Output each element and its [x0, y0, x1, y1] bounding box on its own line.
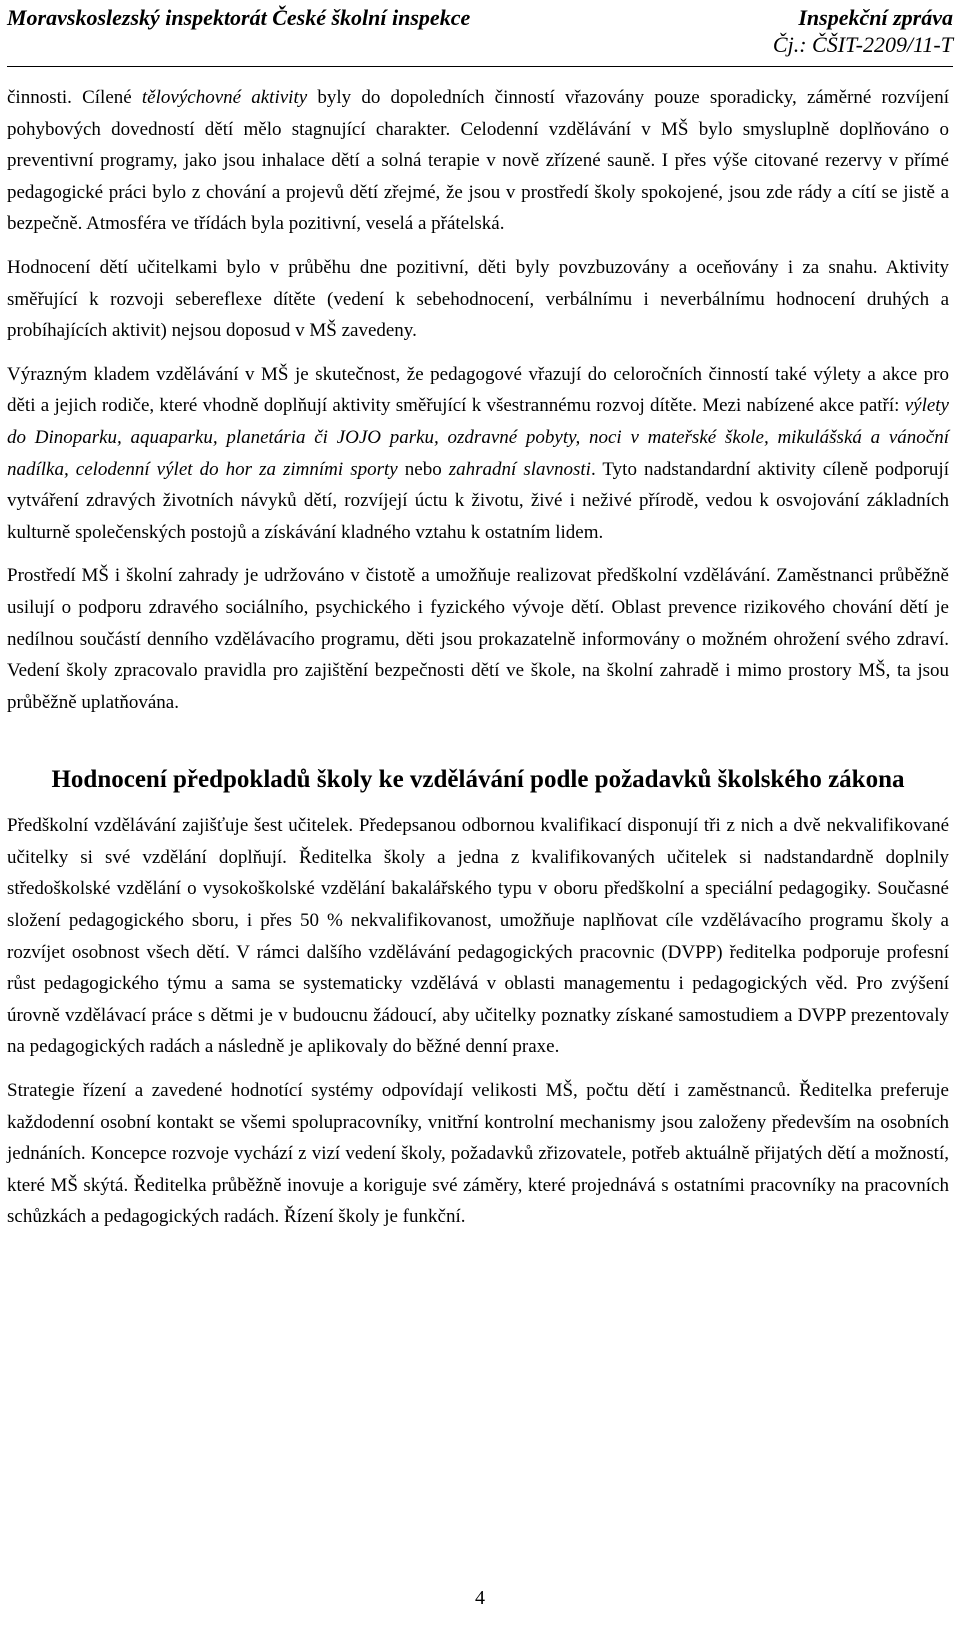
paragraph-staff-qualification: Předškolní vzdělávání zajišťuje šest učitelek. Předepsanou odbornou kvalifikací disponují tři z nich a dvě nekvalifikované učitelky si své vzdělání doplňují. Ředitelka školy a jedna z kvalifikovaných učitelek si nadstandardně doplnily středoškolské vzdělání o vysokoškolské vzdělání bakalářského typu v oboru předškolní a speciální pedagogiky. Současné složení pedagogického sboru, i přes 50 % nekvalifikovanost, umožňuje naplňovat cíle vzdělávacího programu školy a rozvíjet osobnost všech dětí. V rámci dalšího vzdělávání pedagogických pracovnic (DVPP) ředitelka podporuje profesní růst pedagogického týmu a sama se systematicky vzdělává v oblasti managementu i pedagogických věd. Pro zvýšení úrovně vzdělávací práce s dětmi je v budoucnu žádoucí, aby učitelky poznatky získané samostudiem a DVPP prezentovaly na pedagogických radách a následně je aplikovaly do běžné denní praxe. [7, 815, 949, 1058]
paragraph-text: byly do dopoledních činností vřazovány pouze sporadicky, záměrné rozvíjení pohybových dovedností dětí mělo stagnující charakter. Celodenní vzdělávání v MŠ bylo smysluplně doplňováno o preventivní programy, jako jsou inhalace dětí a solná terapie v nově zřízené sauně. I přes výše citované rezervy v přímé pedagogické práci bylo z chování a projevů dětí zřejmé, že jsou v prostředí školy spokojené, jsou zde rády a cítí se jistě a bezpečně. Atmosféra ve třídách byla pozitivní, veselá a přátelská. [7, 87, 950, 235]
header-institution: Moravskoslezský inspektorát České školní inspekce [7, 5, 471, 30]
paragraph-text: nebo [397, 458, 449, 480]
paragraph-text: činnosti. Cílené [7, 87, 142, 108]
paragraph-text: Výrazným kladem vzdělávání v MŠ je skutečnost, že pedagogové vřazují do celoročních činností také výlety a akce pro děti a jejich rodiče, které vhodně doplňují aktivity směřující k všestrannému rozvoj dítěte. Mezi nabízené akce patří: [7, 363, 949, 417]
paragraph-emphasis: výlety do Dinoparku, aquaparku, planetária či JOJO parku, ozdravné pobyty, noci v mateřské škole, mikulášská a vánoční nadílka, celodenní výlet do hor za zimními sporty [7, 395, 949, 480]
paragraph-emphasis: tělovýchovné aktivity [141, 87, 308, 108]
paragraph-physical-activities [7, 82, 949, 240]
header-report-title: Inspekční zpráva [798, 5, 953, 30]
header-report-info [773, 4, 953, 58]
page-number: 4 [475, 1587, 485, 1609]
paragraph-text: . Tyto nadstandardní aktivity cíleně podporují vytváření zdravých životních návyků dětí, rozvíjejí úctu k životu, živé i neživé přírodě, vedou k osvojování základních kulturně společenských postojů a získávání kladného vztahu k ostatním lidem. [7, 458, 949, 543]
paragraph-safety: Prostředí MŠ i školní zahrady je udržováno v čistotě a umožňuje realizovat předškolní vzdělávání. Zaměstnanci průběžně usilují o podporu zdravého sociálního, psychického i fyzického vývoje dětí. Oblast prevence rizikového chování dětí je nedílnou součástí denního vzdělávacího programu, děti jsou prokazatelně informovány o možném ohrožení svého zdraví. Vedení školy zpracovalo pravidla pro zajištění bezpečnosti dětí ve škole, na školní zahradě i mimo prostory MŠ, ta jsou průběžně uplatňována. [7, 565, 949, 713]
section-title: Hodnocení předpokladů školy ke vzdělávání podle požadavků školského zákona [51, 766, 905, 794]
document-body [7, 82, 949, 1245]
paragraph-trips-events [7, 359, 949, 549]
paragraph-child-evaluation: Hodnocení dětí učitelkami bylo v průběhu dne pozitivní, děti byly povzbuzovány a oceňovány i za snahu. Aktivity směřující k rozvoji sebereflexe dítěte (vedení k sebehodnocení, verbálnímu i neverbálnímu hodnocení druhých a probíhajících aktivit) nejsou doposud v MŠ zavedeny. [7, 256, 949, 342]
paragraph-management: Strategie řízení a zavedené hodnotící systémy odpovídají velikosti MŠ, počtu dětí i zaměstnanců. Ředitelka preferuje každodenní osobní kontakt se všemi spolupracovníky, vnitřní kontrolní mechanismy jsou založeny především na osobních jednáních. Koncepce rozvoje vychází z vizí vedení školy, požadavků zřizovatele, potřeb aktuálně přijatých dětí a možností, které MŠ skýtá. Ředitelka průběžně inovuje a koriguje své záměry, které projednává s ostatními pracovníky na pracovních schůzkách a pedagogických radách. Řízení školy je funkční. [7, 1080, 949, 1228]
paragraph-emphasis: zahradní slavnosti [448, 458, 591, 480]
page-header [7, 4, 953, 67]
header-reference-number: Čj.: ČŠIT-2209/11-T [772, 32, 953, 57]
